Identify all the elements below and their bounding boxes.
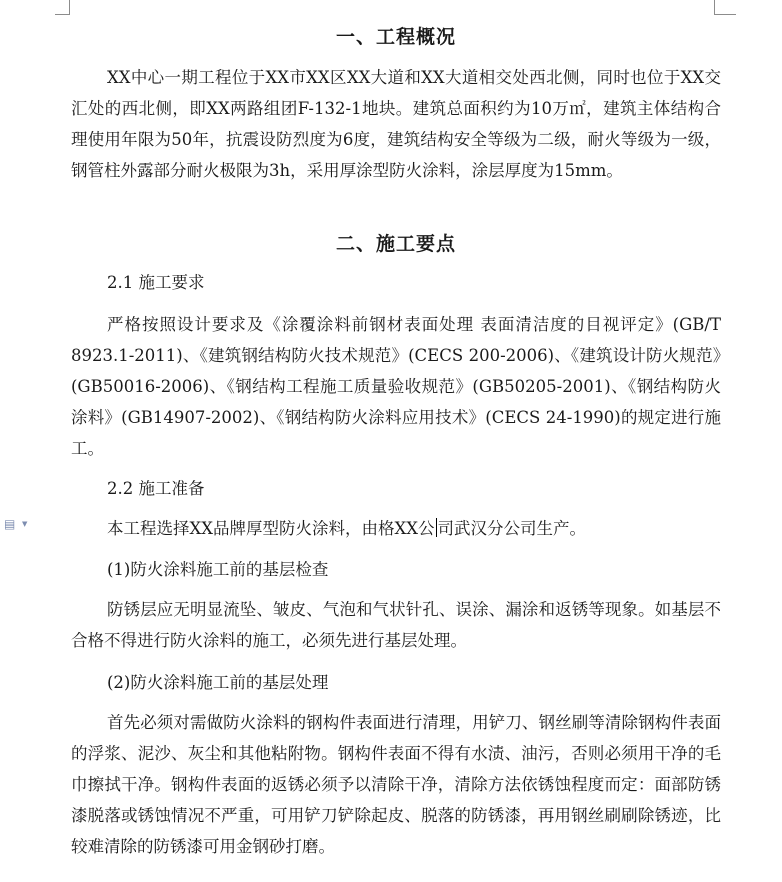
paragraph-text-before-cursor: 本工程选择XX品牌厚型防火涂料，由格XX公	[107, 519, 435, 538]
crop-mark-horizontal	[55, 14, 70, 15]
paragraph-text-after-cursor: 司武汉分公司生产。	[437, 519, 586, 538]
heading-section2: 二、施工要点	[335, 233, 456, 255]
subheading-2-1: 2.1 施工要求	[107, 273, 205, 292]
paragraph-preparation[interactable]	[71, 513, 721, 544]
paragraph-construction-requirements: 严格按照设计要求及《涂覆涂料前钢材表面处理 表面清洁度的目视评定》(GB/T 8923.1-2011)、《建筑钢结构防火技术规范》(CECS 200-2006)、《建筑设计防火规范》(GB50016-2006)、《钢结构工程施工质量验收规范》(GB50205-2001)、《钢结构防火涂料》(GB14907-2002)、《钢结构防火涂料应用技术》(CECS 24-1990)的规定进行施工。	[71, 315, 721, 458]
item-1-title: (1)防火涂料施工前的基层检查	[107, 560, 329, 579]
paragraph-base-treatment: 首先必须对需做防火涂料的钢构件表面进行清理，用铲刀、钢丝刷等清除钢构件表面的浮浆、泥沙、灰尘和其他粘附物。钢构件表面不得有水渍、油污，否则必须用干净的毛巾擦拭干净。钢构件表面的返锈必须予以清除干净，清除方法依锈蚀程度而定：面部防锈漆脱落或锈蚀情况不严重，可用铲刀铲除起皮、脱落的防锈漆，再用钢丝刷刷除锈迹，比较难清除的防锈漆可用金钢砂打磨。	[71, 713, 721, 856]
document-icon[interactable]: ▤ ▼	[4, 517, 28, 531]
heading-section1: 一、工程概况	[335, 26, 456, 48]
subheading-2-2: 2.2 施工准备	[107, 479, 205, 498]
paragraph-project-overview: XX中心一期工程位于XX市XX区XX大道和XX大道相交处西北侧，同时也位于XX交汇处的西北侧，即XX两路组团F-132-1地块。建筑总面积约为10万㎡，建筑主体结构合理使用年限为50年，抗震设防烈度为6度，建筑结构安全等级为二级，耐火等级为一级，钢管柱外露部分耐火极限为3h，采用厚涂型防火涂料，涂层厚度为15mm。	[71, 68, 721, 180]
crop-mark-vertical	[714, 0, 715, 14]
text-cursor	[436, 518, 437, 537]
crop-mark-horizontal	[714, 14, 736, 15]
item-2-title: (2)防火涂料施工前的基层处理	[107, 673, 329, 692]
chevron-down-icon[interactable]: ▼	[22, 520, 28, 528]
crop-mark-vertical	[69, 0, 70, 14]
paragraph-base-inspection: 防锈层应无明显流坠、皱皮、气泡和气状针孔、误涂、漏涂和返锈等现象。如基层不合格不得进行防火涂料的施工，必须先进行基层处理。	[71, 600, 721, 650]
